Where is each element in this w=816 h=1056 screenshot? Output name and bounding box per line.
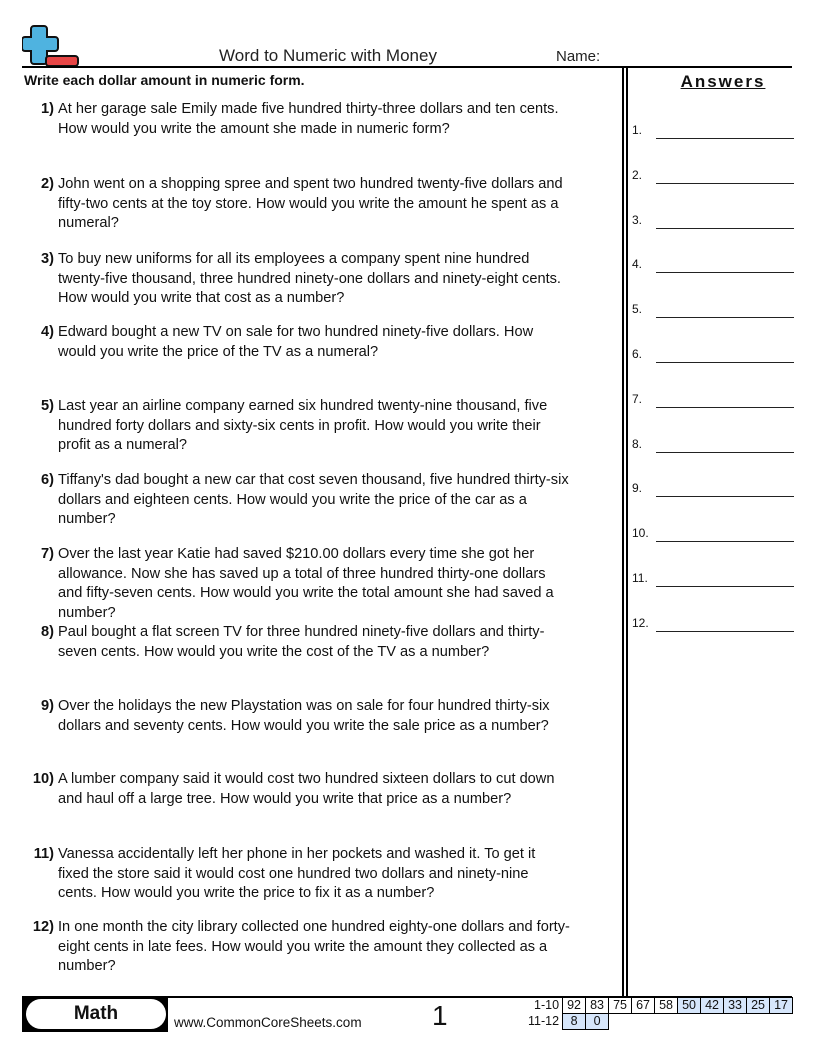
answer-blank[interactable] bbox=[656, 586, 794, 587]
answer-row bbox=[632, 567, 794, 587]
answer-label: 1. bbox=[632, 123, 643, 137]
score-cell: 33 bbox=[724, 998, 747, 1014]
site-url[interactable]: www.CommonCoreSheets.com bbox=[174, 1015, 362, 1030]
answer-blank[interactable] bbox=[656, 362, 794, 363]
question-item bbox=[22, 175, 620, 234]
score-cell: 92 bbox=[563, 998, 586, 1014]
question-text: Over the last year Katie had saved $210.00 dollars every time she got her allowance. Now she has saved up a total of three hundred thirty-one dollars and fifty-seven cents. How would you write the total amount she had saved a number? bbox=[58, 546, 554, 621]
question-item bbox=[22, 397, 620, 456]
question-text: Vanessa accidentally left her phone in her pockets and washed it. To get it fixed the store said it would cost one hundred two dollars and ninety-nine cents. How would you write the price to fix it as a number? bbox=[58, 846, 536, 902]
question-item bbox=[22, 697, 620, 736]
question-item bbox=[22, 623, 620, 662]
answer-blank[interactable] bbox=[656, 138, 794, 139]
answer-label: 8. bbox=[632, 436, 643, 451]
answer-row bbox=[632, 612, 794, 632]
answer-label: 7. bbox=[632, 391, 643, 406]
score-cell: 17 bbox=[770, 998, 793, 1014]
question-item bbox=[22, 323, 620, 362]
question-number: 4) bbox=[41, 324, 54, 340]
question-number: 5) bbox=[41, 398, 54, 414]
worksheet-title: Word to Numeric with Money bbox=[219, 46, 437, 65]
answer-label: 12. bbox=[632, 615, 649, 630]
answer-row bbox=[632, 253, 794, 273]
subject-badge: Math bbox=[26, 999, 166, 1029]
score-row bbox=[526, 1014, 793, 1030]
answer-blank[interactable] bbox=[656, 496, 794, 497]
score-row bbox=[526, 998, 793, 1014]
question-number: 12) bbox=[32, 919, 54, 935]
answer-label: 11. bbox=[632, 571, 648, 585]
answers-title: Answers bbox=[680, 72, 766, 91]
score-range-label: 1-10 bbox=[534, 998, 560, 1012]
question-text: Edward bought a new TV on sale for two hundred ninety-five dollars. How would you write the price of the TV as a numeral? bbox=[58, 324, 534, 360]
question-text: To buy new uniforms for all its employees a company spent nine hundred twenty-five thousand, three hundred ninety-one dollars and ninety-eight cents. How would you write that cost as a number? bbox=[58, 251, 561, 307]
score-cell: 58 bbox=[655, 998, 678, 1014]
answer-label: 3. bbox=[632, 212, 643, 227]
question-text: At her garage sale Emily made five hundred thirty-three dollars and ten cents. How would you write the amount she made in numeric form? bbox=[58, 101, 559, 137]
answer-blank[interactable] bbox=[656, 631, 794, 632]
answer-blank[interactable] bbox=[656, 452, 794, 453]
answer-blank[interactable] bbox=[656, 183, 794, 184]
answer-row bbox=[632, 119, 794, 139]
answer-label: 2. bbox=[632, 167, 643, 182]
question-number: 9) bbox=[41, 698, 54, 714]
answer-row bbox=[632, 298, 794, 318]
answer-row bbox=[632, 388, 794, 408]
question-number: 11) bbox=[33, 846, 54, 862]
question-item bbox=[22, 545, 620, 623]
question-text: Paul bought a flat screen TV for three hundred ninety-five dollars and thirty- seven cents. How would you write the cost of the TV as a number? bbox=[58, 624, 545, 660]
question-number: 10) bbox=[32, 771, 54, 787]
score-cell: 42 bbox=[701, 998, 724, 1014]
score-cell: 25 bbox=[747, 998, 770, 1014]
question-number: 3) bbox=[41, 251, 54, 267]
question-item bbox=[22, 100, 620, 139]
question-text: John went on a shopping spree and spent two hundred twenty-five dollars and fifty-two cents at the toy store. How would you write the amount he spent as a numeral? bbox=[58, 176, 563, 232]
answer-label: 4. bbox=[632, 257, 643, 272]
question-text: A lumber company said it would cost two hundred sixteen dollars to cut down and haul off a large tree. How would you write that price as a number? bbox=[58, 771, 555, 807]
score-range-label: 11-12 bbox=[528, 1014, 560, 1028]
answer-row bbox=[632, 477, 794, 497]
question-item bbox=[22, 471, 620, 530]
score-cell: 8 bbox=[563, 1014, 586, 1030]
question-number: 7) bbox=[41, 546, 54, 562]
question-item bbox=[22, 918, 620, 977]
question-item bbox=[22, 770, 620, 809]
name-label: Name: bbox=[556, 48, 601, 65]
answer-row bbox=[632, 433, 794, 453]
answer-blank[interactable] bbox=[656, 407, 794, 408]
question-text: Last year an airline company earned six hundred twenty-nine thousand, five hundred forty dollars and sixty-six cents in profit. How would you write their profit as a numeral? bbox=[58, 398, 548, 454]
answer-label: 10. bbox=[632, 526, 649, 541]
answer-blank[interactable] bbox=[656, 272, 794, 273]
question-number: 6) bbox=[41, 472, 54, 488]
question-number: 2) bbox=[41, 176, 54, 192]
answer-row bbox=[632, 343, 794, 363]
score-table bbox=[526, 997, 793, 1030]
answer-label: 5. bbox=[632, 302, 643, 317]
score-cell: 0 bbox=[586, 1014, 609, 1030]
score-cell: 83 bbox=[586, 998, 609, 1014]
score-cell: 50 bbox=[678, 998, 701, 1014]
answer-label: 6. bbox=[632, 347, 643, 361]
score-cell: 75 bbox=[609, 998, 632, 1014]
question-item bbox=[22, 845, 620, 904]
header-rule bbox=[22, 66, 792, 68]
answer-row bbox=[632, 522, 794, 542]
question-number: 8) bbox=[41, 624, 54, 640]
answer-row bbox=[632, 164, 794, 184]
question-item bbox=[22, 250, 620, 309]
answer-blank[interactable] bbox=[656, 541, 794, 542]
answer-blank[interactable] bbox=[656, 317, 794, 318]
page-number: 1 bbox=[432, 1000, 448, 1031]
question-text: Over the holidays the new Playstation was on sale for four hundred thirty-six dollars and seventy cents. How would you write the sale price as a number? bbox=[58, 698, 550, 734]
answer-row bbox=[632, 209, 794, 229]
instructions: Write each dollar amount in numeric form. bbox=[24, 72, 305, 88]
question-text: Tiffany's dad bought a new car that cost seven thousand, five hundred thirty-six dollars and eighteen cents. How would you write the price of the car as a number? bbox=[58, 472, 569, 528]
question-number: 1) bbox=[41, 101, 54, 117]
score-cell: 67 bbox=[632, 998, 655, 1014]
question-text: In one month the city library collected one hundred eighty-one dollars and forty- eight cents in late fees. How would you write the amount they collected as a number? bbox=[58, 919, 570, 975]
answer-label: 9. bbox=[632, 481, 643, 496]
answer-blank[interactable] bbox=[656, 228, 794, 229]
column-divider bbox=[622, 68, 628, 996]
